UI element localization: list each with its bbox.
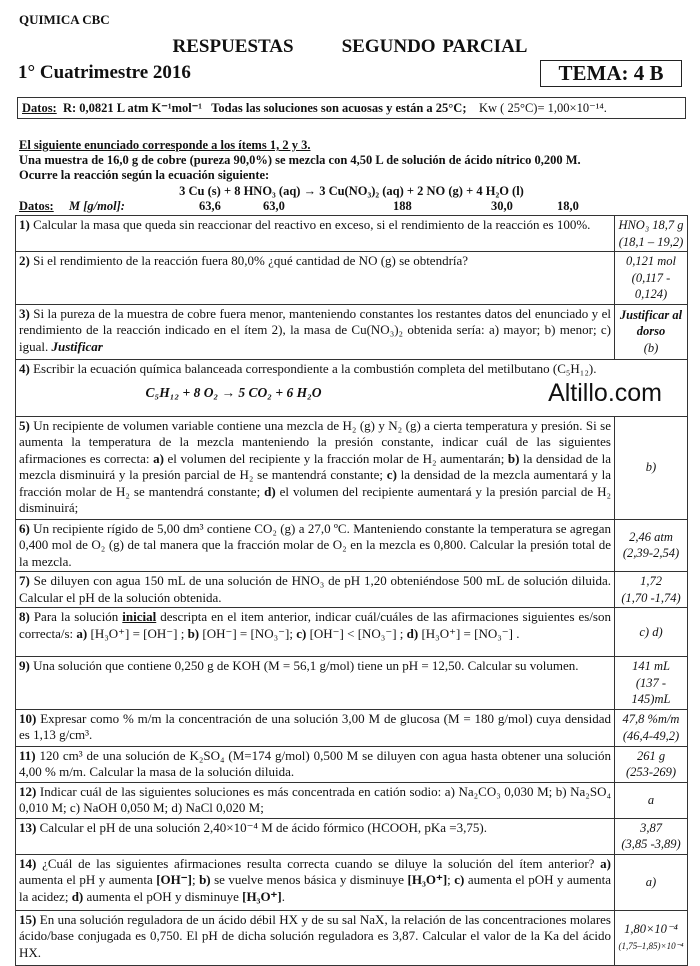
question-text-part: Calcular la masa que queda sin reaccionar del reactivo en exceso, si el rendimiento de la reacción es 100%. xyxy=(29,217,591,232)
question-number: 9) xyxy=(19,658,30,673)
question-number: 11) xyxy=(19,747,36,763)
molar-mass-cuno32: 188 xyxy=(393,199,412,213)
question-text-part: Indicar cuál de las siguientes soluciones es más concentrada en catión sodio: a) Na₂CO₃ 0,030 M; b) Na₂SO₄ 0,010 M; c) NaOH 0,050 M; d) NaCl 0,020 M; xyxy=(19,783,611,815)
question-text xyxy=(16,854,615,910)
emphasis-text: Justificar xyxy=(51,338,103,354)
question-text-part: [H₃O⁺] = [NO₃⁻] . xyxy=(418,625,520,641)
emphasis-text: d) xyxy=(71,888,84,904)
solutions-note: Todas las soluciones son acuosas y están a 25°C; xyxy=(211,101,467,115)
molar-mass-row xyxy=(19,199,688,215)
question-row xyxy=(16,572,688,608)
question-number: 13) xyxy=(19,819,37,835)
emphasis-text: d) xyxy=(264,483,276,499)
answer-line: (b) xyxy=(643,340,659,355)
answer-line: 0,121 mol xyxy=(626,254,676,268)
tema-box: TEMA: 4 B xyxy=(540,60,682,87)
question-text-part: Un recipiente de volumen variable contiene una mezcla de H₂ (g) y N₂ (g) a cierta temperatura y presión. Si se aumenta la temperatura de la mezcla manteniendo la presión constante, indicar cuál de las siguientes afirmaciones es correcta: xyxy=(19,417,611,466)
question-row xyxy=(16,304,688,359)
question-text xyxy=(16,216,615,252)
question-row xyxy=(16,359,688,416)
question-text xyxy=(16,416,615,519)
answer-line: 3,87 xyxy=(640,820,662,835)
datos-box xyxy=(17,97,686,119)
answer-line: (2,39-2,54) xyxy=(622,546,680,561)
question-text xyxy=(16,709,615,746)
emphasis-text: b) xyxy=(507,450,520,466)
question-text-part: ¿Cuál de las siguientes afirmaciones resulta correcta cuando se diluye la solución del ítem anterior? xyxy=(36,855,601,871)
question-text-part: 120 cm³ de una solución de K₂SO₄ (M=174 g/mol) 0,500 M se diluyen con agua hasta obtener una solución 4,00 % m/m. Calcular la masa de la solución diluida. xyxy=(19,747,611,779)
question-text-part: Expresar como % m/m la concentración de una solución 3,00 M de glucosa (M = 180 g/mol) cuya densidad es 1,13 g/cm³. xyxy=(19,710,611,742)
question-number: 15) xyxy=(19,911,37,927)
answer-cell xyxy=(615,572,688,608)
question-row xyxy=(16,746,688,782)
reaction-equation: 3 Cu (s) + 8 HNO₃ (aq) → 3 Cu(NO₃)₂ (aq) + 2 NO (g) + 4 H₂O (l) xyxy=(179,184,524,198)
question-number: 4) xyxy=(19,360,30,376)
answer-cell xyxy=(615,818,688,854)
question-row xyxy=(16,608,688,657)
question-text-part: la densidad de la mezcla aumentará y la fracción molar de H₂ se mantendrá constante; xyxy=(19,467,611,499)
question-number: 3) xyxy=(19,305,30,321)
answer-line: (0,117 - 0,124) xyxy=(631,270,671,301)
combustion-equation: C₅H₁₂ + 8 O₂ → 5 CO₂ + 6 H₂O xyxy=(145,385,322,400)
answer-line: a) xyxy=(645,874,657,889)
answer-line: c) d) xyxy=(639,624,663,639)
question-text-part: Una solución que contiene 0,250 g de KOH (M = 56,1 g/mol) tiene un pH = 12,50. Calcular su volumen. xyxy=(29,658,579,673)
question-text-part: Calcular el pH de una solución 2,40×10⁻⁴ M de ácido fórmico (HCOOH, pKa =3,75). xyxy=(36,819,487,835)
question-text-part: [OH⁻] = [NO₃⁻]; xyxy=(199,625,297,641)
question-text-part: el volumen del recipiente aumentará y la presión parcial de H₂ disminuirá; xyxy=(19,483,611,515)
term-label: 1° Cuatrimestre 2016 xyxy=(18,62,191,83)
answer-cell xyxy=(615,657,688,710)
answer-line: (253-269) xyxy=(626,765,676,779)
answer-cell xyxy=(615,519,688,572)
intro-heading: El siguiente enunciado corresponde a los ítems 1, 2 y 3. xyxy=(19,138,311,152)
question-text xyxy=(16,910,615,965)
question-text-part: [OH⁻] < [NO₃⁻] ; xyxy=(306,625,407,641)
molar-mass-cu: 63,6 xyxy=(199,199,221,213)
answer-line: (18,1 – 19,2) xyxy=(618,234,684,249)
answer-line: 2,46 atm xyxy=(629,529,673,544)
question-text-part: Para la solución xyxy=(29,609,123,624)
emphasis-text: a) xyxy=(153,450,164,466)
question-row xyxy=(16,416,688,519)
gas-constant: R: 0,0821 L atm K⁻¹mol⁻¹ xyxy=(62,101,203,115)
question-text xyxy=(16,304,615,359)
answer-line: 141 mL xyxy=(632,659,670,673)
question-text-part: descripta en el item anterior, indicar cuál/cuáles de las afirmaciones siguientes es/son correcta/s: xyxy=(19,609,611,641)
question-number: 5) xyxy=(19,417,30,433)
question-text xyxy=(16,818,615,854)
watermark-logo: Altillo.com xyxy=(548,379,662,407)
question-text xyxy=(16,608,615,657)
molar-mass-label: M [g/mol]: xyxy=(69,199,125,213)
question-number: 1) xyxy=(19,217,30,232)
document-body xyxy=(15,97,688,966)
question-text xyxy=(16,252,615,305)
question-text-part: Se diluyen con agua 150 mL de una solución de HNO₃ de pH 1,20 obteniéndose 500 mL de solución diluida. Calcular el pH de la solución obtenida. xyxy=(19,573,611,605)
page-title xyxy=(0,36,700,58)
kw-value: Kw ( 25°C)= 1,00×10⁻¹⁴. xyxy=(479,101,607,115)
question-text xyxy=(16,519,615,572)
question-text-part: se vuelve menos básica y disminuye xyxy=(210,872,408,887)
question-text xyxy=(16,746,615,782)
datos-label: Datos: xyxy=(22,101,57,115)
equation-row xyxy=(19,379,684,407)
answer-line: 1,80×10⁻⁴ xyxy=(624,922,678,936)
answer-line: 1,72 xyxy=(640,574,662,588)
question-text xyxy=(16,782,615,818)
emphasis-text: [H₃O⁺] xyxy=(407,872,448,887)
title-parcial: SEGUNDO PARCIAL xyxy=(341,36,528,57)
answer-line: (46,4-49,2) xyxy=(622,728,680,743)
question-text-part: aumenta el pH y aumenta xyxy=(19,872,157,887)
question-text-part: aumenta el pOH y disminuye xyxy=(83,888,243,904)
question-row xyxy=(16,709,688,746)
question-text-part: Un recipiente rígido de 5,00 dm³ contiene CO₂ (g) a 27,0 ºC. Manteniendo constante la temperatura se agregan 0,400 mol de O₂ (g) de tal manera que la fracción molar de O₂ en la mezcla es 0,800. Calcular la presión total de la mezcla. xyxy=(19,520,611,569)
emphasis-text: inicial xyxy=(122,609,157,624)
answer-line: Justificar al dorso xyxy=(619,307,683,339)
question-text-part: el volumen del recipiente y la fracción molar de H₂ aumentarán; xyxy=(163,450,508,466)
emphasis-text: [OH⁻] xyxy=(156,872,192,887)
answer-cell xyxy=(615,252,688,305)
question-text-part: Si el rendimiento de la reacción fuera 80,0% ¿qué cantidad de NO (g) se obtendría? xyxy=(29,253,469,268)
answer-cell xyxy=(615,910,688,965)
question-number: 7) xyxy=(19,573,30,588)
question-row xyxy=(16,854,688,910)
question-text-part: aumenta el pOH y aumenta la acidez; xyxy=(19,872,611,904)
question-text-part: ; xyxy=(447,872,455,887)
answer-line: HNO₃ 18,7 g xyxy=(618,218,684,232)
emphasis-text: a) xyxy=(600,855,611,871)
answer-cell xyxy=(615,782,688,818)
answer-cell xyxy=(615,608,688,657)
question-row xyxy=(16,782,688,818)
question-row xyxy=(16,910,688,965)
question-text xyxy=(16,657,615,710)
question-number: 8) xyxy=(19,609,30,624)
question-row xyxy=(16,216,688,252)
answer-cell xyxy=(615,304,688,359)
answer-cell xyxy=(615,746,688,782)
question-text-part: Escribir la ecuación química balanceada correspondiente a la combustión completa del metilbutano (C₅H₁₂). xyxy=(29,360,597,376)
question-number: 2) xyxy=(19,253,30,268)
emphasis-text: c) xyxy=(454,872,465,887)
question-number: 10) xyxy=(19,710,37,726)
emphasis-text: c) xyxy=(386,467,397,482)
question-text-part: En una solución reguladora de un ácido débil HX y de su sal NaX, la relación de las concentraciones molares ácido/base conjugada es 0,750. El pH de dicha solución reguladora es 3,87. Calcular el valor de la Ka del ácido HX. xyxy=(19,911,611,960)
molar-mass-hno3: 63,0 xyxy=(263,199,285,213)
emphasis-text: b) xyxy=(199,872,211,887)
title-respuestas: RESPUESTAS xyxy=(172,36,294,57)
question-row xyxy=(16,657,688,710)
intro-line-1: Una muestra de 16,0 g de cobre (pureza 90,0%) se mezcla con 4,50 L de solución de ácido nítrico 0,200 M. xyxy=(19,153,581,167)
answer-cell xyxy=(615,416,688,519)
question-row xyxy=(16,252,688,305)
emphasis-text: b) xyxy=(187,625,200,641)
molar-mass-no: 30,0 xyxy=(491,199,513,213)
questions-table xyxy=(15,215,688,966)
answer-line: 47,8 %m/m xyxy=(622,712,680,726)
answer-line: (137 - 145)mL xyxy=(631,675,671,706)
intro-block xyxy=(19,138,688,183)
question-number: 14) xyxy=(19,855,37,871)
emphasis-text: [H₃O⁺] xyxy=(242,888,282,904)
molar-mass-h2o: 18,0 xyxy=(557,199,579,213)
question-number: 6) xyxy=(19,520,30,536)
question-text xyxy=(16,572,615,608)
emphasis-text: c) xyxy=(296,625,307,641)
answer-line: (3,85 -3,89) xyxy=(621,837,681,851)
answer-line: (1,75–1,85)×10⁻⁴ xyxy=(618,940,684,951)
question-row xyxy=(16,519,688,572)
question-number: 12) xyxy=(19,783,37,799)
question-text-part: . xyxy=(281,888,286,904)
answer-line: a xyxy=(647,792,655,807)
question-text xyxy=(16,359,688,416)
answer-cell xyxy=(615,709,688,746)
datos-label-2: Datos: xyxy=(19,199,54,213)
question-text-part: ; xyxy=(191,872,200,887)
question-text-part: Si la pureza de la muestra de cobre fuera menor, manteniendo constantes los restantes datos del enunciado y el rendimiento de la reacción indicado en el ítem 2), la masa de Cu(NO₃)₂ obtenida sería: a) mayor; b) menor; c) igual. xyxy=(19,305,611,354)
answer-line: 261 g xyxy=(636,748,666,763)
answer-line: b) xyxy=(645,460,657,475)
emphasis-text: a) xyxy=(76,625,88,641)
emphasis-text: d) xyxy=(406,625,419,641)
course-name: QUIMICA CBC xyxy=(19,12,110,27)
answer-cell xyxy=(615,216,688,252)
question-row xyxy=(16,818,688,854)
question-text-part: [H₃O⁺] = [OH⁻] ; xyxy=(87,625,188,641)
answer-cell xyxy=(615,854,688,910)
answer-line: (1,70 -1,74) xyxy=(621,590,681,605)
intro-line-2: Ocurre la reacción según la ecuación siguiente: xyxy=(19,168,270,182)
question-text-part: la densidad de la mezcla disminuirá y la presión parcial de H₂ se mantendrá constante; xyxy=(19,450,611,482)
